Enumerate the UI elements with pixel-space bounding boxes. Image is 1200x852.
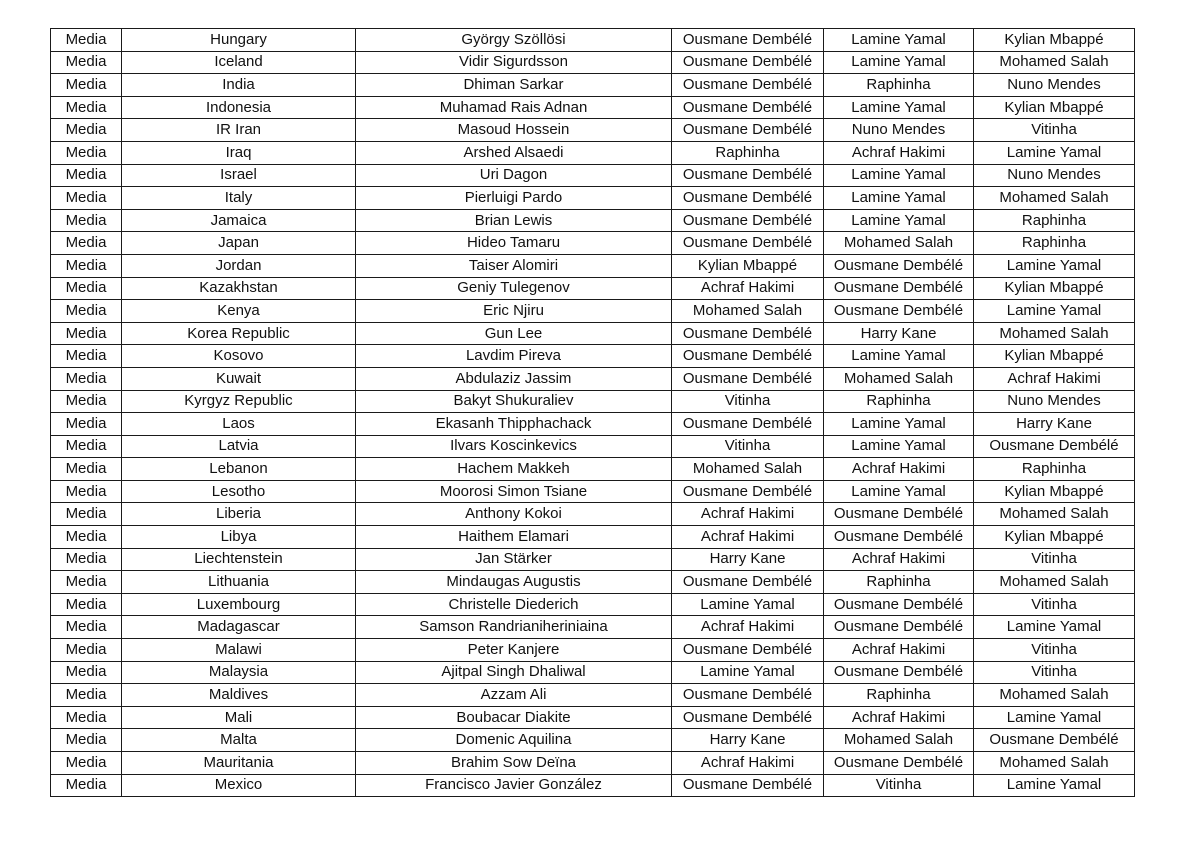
first-choice-cell: Ousmane Dembélé bbox=[672, 774, 824, 797]
category-cell: Media bbox=[51, 774, 122, 797]
category-cell: Media bbox=[51, 413, 122, 436]
category-cell: Media bbox=[51, 616, 122, 639]
table-row bbox=[51, 277, 1135, 300]
second-choice-cell: Raphinha bbox=[824, 684, 974, 707]
third-choice-cell: Vitinha bbox=[974, 593, 1135, 616]
voter-name-cell: Haithem Elamari bbox=[356, 526, 672, 549]
third-choice-cell: Nuno Mendes bbox=[974, 390, 1135, 413]
category-cell: Media bbox=[51, 661, 122, 684]
first-choice-cell: Lamine Yamal bbox=[672, 661, 824, 684]
table-row bbox=[51, 616, 1135, 639]
voter-name-cell: Masoud Hossein bbox=[356, 119, 672, 142]
third-choice-cell: Raphinha bbox=[974, 232, 1135, 255]
first-choice-cell: Ousmane Dembélé bbox=[672, 639, 824, 662]
first-choice-cell: Vitinha bbox=[672, 390, 824, 413]
third-choice-cell: Kylian Mbappé bbox=[974, 526, 1135, 549]
second-choice-cell: Raphinha bbox=[824, 74, 974, 97]
country-cell: Kazakhstan bbox=[122, 277, 356, 300]
third-choice-cell: Lamine Yamal bbox=[974, 300, 1135, 323]
first-choice-cell: Ousmane Dembélé bbox=[672, 367, 824, 390]
voting-table bbox=[50, 28, 1135, 797]
category-cell: Media bbox=[51, 322, 122, 345]
voter-name-cell: Lavdim Pireva bbox=[356, 345, 672, 368]
category-cell: Media bbox=[51, 277, 122, 300]
country-cell: Malaysia bbox=[122, 661, 356, 684]
voter-name-cell: Anthony Kokoi bbox=[356, 503, 672, 526]
third-choice-cell: Kylian Mbappé bbox=[974, 345, 1135, 368]
first-choice-cell: Ousmane Dembélé bbox=[672, 480, 824, 503]
voter-name-cell: Ekasanh Thipphachack bbox=[356, 413, 672, 436]
first-choice-cell: Ousmane Dembélé bbox=[672, 74, 824, 97]
voter-name-cell: György Szöllösi bbox=[356, 29, 672, 52]
second-choice-cell: Lamine Yamal bbox=[824, 345, 974, 368]
second-choice-cell: Raphinha bbox=[824, 571, 974, 594]
voter-name-cell: Hachem Makkeh bbox=[356, 458, 672, 481]
category-cell: Media bbox=[51, 254, 122, 277]
voter-name-cell: Boubacar Diakite bbox=[356, 706, 672, 729]
voter-name-cell: Mindaugas Augustis bbox=[356, 571, 672, 594]
voter-name-cell: Brahim Sow Deïna bbox=[356, 752, 672, 775]
table-row bbox=[51, 345, 1135, 368]
second-choice-cell: Lamine Yamal bbox=[824, 29, 974, 52]
second-choice-cell: Ousmane Dembélé bbox=[824, 503, 974, 526]
third-choice-cell: Mohamed Salah bbox=[974, 752, 1135, 775]
table-row bbox=[51, 367, 1135, 390]
table-row bbox=[51, 141, 1135, 164]
table-row bbox=[51, 706, 1135, 729]
second-choice-cell: Achraf Hakimi bbox=[824, 548, 974, 571]
first-choice-cell: Raphinha bbox=[672, 141, 824, 164]
country-cell: Hungary bbox=[122, 29, 356, 52]
voter-name-cell: Samson Randrianiheriniaina bbox=[356, 616, 672, 639]
country-cell: Japan bbox=[122, 232, 356, 255]
voter-name-cell: Muhamad Rais Adnan bbox=[356, 96, 672, 119]
third-choice-cell: Kylian Mbappé bbox=[974, 277, 1135, 300]
country-cell: Iraq bbox=[122, 141, 356, 164]
first-choice-cell: Vitinha bbox=[672, 435, 824, 458]
third-choice-cell: Vitinha bbox=[974, 548, 1135, 571]
third-choice-cell: Kylian Mbappé bbox=[974, 480, 1135, 503]
category-cell: Media bbox=[51, 345, 122, 368]
second-choice-cell: Ousmane Dembélé bbox=[824, 616, 974, 639]
category-cell: Media bbox=[51, 187, 122, 210]
table-row bbox=[51, 684, 1135, 707]
category-cell: Media bbox=[51, 752, 122, 775]
second-choice-cell: Ousmane Dembélé bbox=[824, 300, 974, 323]
category-cell: Media bbox=[51, 729, 122, 752]
country-cell: Mexico bbox=[122, 774, 356, 797]
first-choice-cell: Ousmane Dembélé bbox=[672, 571, 824, 594]
second-choice-cell: Ousmane Dembélé bbox=[824, 752, 974, 775]
third-choice-cell: Mohamed Salah bbox=[974, 322, 1135, 345]
table-row bbox=[51, 51, 1135, 74]
first-choice-cell: Ousmane Dembélé bbox=[672, 345, 824, 368]
table-row bbox=[51, 119, 1135, 142]
table-row bbox=[51, 480, 1135, 503]
category-cell: Media bbox=[51, 141, 122, 164]
second-choice-cell: Lamine Yamal bbox=[824, 164, 974, 187]
third-choice-cell: Vitinha bbox=[974, 119, 1135, 142]
table-row bbox=[51, 548, 1135, 571]
category-cell: Media bbox=[51, 300, 122, 323]
country-cell: Madagascar bbox=[122, 616, 356, 639]
country-cell: Laos bbox=[122, 413, 356, 436]
voter-name-cell: Eric Njiru bbox=[356, 300, 672, 323]
country-cell: Italy bbox=[122, 187, 356, 210]
voter-name-cell: Domenic Aquilina bbox=[356, 729, 672, 752]
country-cell: Kyrgyz Republic bbox=[122, 390, 356, 413]
table-row bbox=[51, 661, 1135, 684]
third-choice-cell: Vitinha bbox=[974, 661, 1135, 684]
voter-name-cell: Christelle Diederich bbox=[356, 593, 672, 616]
second-choice-cell: Ousmane Dembélé bbox=[824, 277, 974, 300]
table-row bbox=[51, 232, 1135, 255]
second-choice-cell: Ousmane Dembélé bbox=[824, 661, 974, 684]
second-choice-cell: Ousmane Dembélé bbox=[824, 593, 974, 616]
category-cell: Media bbox=[51, 96, 122, 119]
first-choice-cell: Ousmane Dembélé bbox=[672, 322, 824, 345]
third-choice-cell: Mohamed Salah bbox=[974, 187, 1135, 210]
table-row bbox=[51, 774, 1135, 797]
third-choice-cell: Lamine Yamal bbox=[974, 774, 1135, 797]
category-cell: Media bbox=[51, 29, 122, 52]
voter-name-cell: Brian Lewis bbox=[356, 209, 672, 232]
voting-table-body bbox=[51, 29, 1135, 797]
category-cell: Media bbox=[51, 164, 122, 187]
second-choice-cell: Lamine Yamal bbox=[824, 51, 974, 74]
third-choice-cell: Nuno Mendes bbox=[974, 164, 1135, 187]
country-cell: Liechtenstein bbox=[122, 548, 356, 571]
country-cell: Iceland bbox=[122, 51, 356, 74]
first-choice-cell: Ousmane Dembélé bbox=[672, 209, 824, 232]
table-row bbox=[51, 526, 1135, 549]
third-choice-cell: Kylian Mbappé bbox=[974, 29, 1135, 52]
table-row bbox=[51, 209, 1135, 232]
table-row bbox=[51, 29, 1135, 52]
country-cell: Luxembourg bbox=[122, 593, 356, 616]
table-row bbox=[51, 390, 1135, 413]
category-cell: Media bbox=[51, 458, 122, 481]
first-choice-cell: Achraf Hakimi bbox=[672, 616, 824, 639]
table-row bbox=[51, 458, 1135, 481]
voter-name-cell: Vidir Sigurdsson bbox=[356, 51, 672, 74]
country-cell: Latvia bbox=[122, 435, 356, 458]
third-choice-cell: Ousmane Dembélé bbox=[974, 729, 1135, 752]
second-choice-cell: Nuno Mendes bbox=[824, 119, 974, 142]
category-cell: Media bbox=[51, 367, 122, 390]
third-choice-cell: Lamine Yamal bbox=[974, 141, 1135, 164]
category-cell: Media bbox=[51, 390, 122, 413]
country-cell: Mauritania bbox=[122, 752, 356, 775]
voter-name-cell: Moorosi Simon Tsiane bbox=[356, 480, 672, 503]
first-choice-cell: Ousmane Dembélé bbox=[672, 51, 824, 74]
first-choice-cell: Achraf Hakimi bbox=[672, 526, 824, 549]
country-cell: India bbox=[122, 74, 356, 97]
first-choice-cell: Ousmane Dembélé bbox=[672, 232, 824, 255]
third-choice-cell: Mohamed Salah bbox=[974, 51, 1135, 74]
second-choice-cell: Lamine Yamal bbox=[824, 435, 974, 458]
voter-name-cell: Bakyt Shukuraliev bbox=[356, 390, 672, 413]
country-cell: Indonesia bbox=[122, 96, 356, 119]
first-choice-cell: Achraf Hakimi bbox=[672, 503, 824, 526]
voter-name-cell: Arshed Alsaedi bbox=[356, 141, 672, 164]
voter-name-cell: Ajitpal Singh Dhaliwal bbox=[356, 661, 672, 684]
second-choice-cell: Lamine Yamal bbox=[824, 96, 974, 119]
category-cell: Media bbox=[51, 706, 122, 729]
second-choice-cell: Lamine Yamal bbox=[824, 413, 974, 436]
first-choice-cell: Ousmane Dembélé bbox=[672, 164, 824, 187]
table-row bbox=[51, 413, 1135, 436]
second-choice-cell: Lamine Yamal bbox=[824, 187, 974, 210]
second-choice-cell: Lamine Yamal bbox=[824, 209, 974, 232]
second-choice-cell: Ousmane Dembélé bbox=[824, 254, 974, 277]
country-cell: Maldives bbox=[122, 684, 356, 707]
second-choice-cell: Achraf Hakimi bbox=[824, 458, 974, 481]
table-row bbox=[51, 435, 1135, 458]
table-row bbox=[51, 571, 1135, 594]
second-choice-cell: Lamine Yamal bbox=[824, 480, 974, 503]
third-choice-cell: Raphinha bbox=[974, 209, 1135, 232]
first-choice-cell: Kylian Mbappé bbox=[672, 254, 824, 277]
country-cell: Mali bbox=[122, 706, 356, 729]
category-cell: Media bbox=[51, 119, 122, 142]
third-choice-cell: Ousmane Dembélé bbox=[974, 435, 1135, 458]
category-cell: Media bbox=[51, 684, 122, 707]
first-choice-cell: Mohamed Salah bbox=[672, 300, 824, 323]
second-choice-cell: Ousmane Dembélé bbox=[824, 526, 974, 549]
table-row bbox=[51, 639, 1135, 662]
second-choice-cell: Raphinha bbox=[824, 390, 974, 413]
category-cell: Media bbox=[51, 526, 122, 549]
table-row bbox=[51, 96, 1135, 119]
country-cell: Malta bbox=[122, 729, 356, 752]
voter-name-cell: Abdulaziz Jassim bbox=[356, 367, 672, 390]
country-cell: Libya bbox=[122, 526, 356, 549]
country-cell: IR Iran bbox=[122, 119, 356, 142]
category-cell: Media bbox=[51, 232, 122, 255]
second-choice-cell: Achraf Hakimi bbox=[824, 639, 974, 662]
table-row bbox=[51, 300, 1135, 323]
second-choice-cell: Mohamed Salah bbox=[824, 367, 974, 390]
third-choice-cell: Harry Kane bbox=[974, 413, 1135, 436]
category-cell: Media bbox=[51, 480, 122, 503]
second-choice-cell: Mohamed Salah bbox=[824, 232, 974, 255]
category-cell: Media bbox=[51, 209, 122, 232]
table-row bbox=[51, 254, 1135, 277]
table-row bbox=[51, 593, 1135, 616]
country-cell: Israel bbox=[122, 164, 356, 187]
third-choice-cell: Mohamed Salah bbox=[974, 571, 1135, 594]
category-cell: Media bbox=[51, 548, 122, 571]
third-choice-cell: Lamine Yamal bbox=[974, 706, 1135, 729]
voter-name-cell: Dhiman Sarkar bbox=[356, 74, 672, 97]
third-choice-cell: Lamine Yamal bbox=[974, 254, 1135, 277]
category-cell: Media bbox=[51, 435, 122, 458]
voter-name-cell: Jan Stärker bbox=[356, 548, 672, 571]
first-choice-cell: Ousmane Dembélé bbox=[672, 29, 824, 52]
country-cell: Korea Republic bbox=[122, 322, 356, 345]
third-choice-cell: Kylian Mbappé bbox=[974, 96, 1135, 119]
second-choice-cell: Vitinha bbox=[824, 774, 974, 797]
first-choice-cell: Harry Kane bbox=[672, 548, 824, 571]
first-choice-cell: Ousmane Dembélé bbox=[672, 119, 824, 142]
category-cell: Media bbox=[51, 51, 122, 74]
voter-name-cell: Ilvars Koscinkevics bbox=[356, 435, 672, 458]
country-cell: Lebanon bbox=[122, 458, 356, 481]
second-choice-cell: Harry Kane bbox=[824, 322, 974, 345]
country-cell: Kosovo bbox=[122, 345, 356, 368]
country-cell: Kenya bbox=[122, 300, 356, 323]
third-choice-cell: Vitinha bbox=[974, 639, 1135, 662]
first-choice-cell: Lamine Yamal bbox=[672, 593, 824, 616]
table-row bbox=[51, 187, 1135, 210]
first-choice-cell: Ousmane Dembélé bbox=[672, 96, 824, 119]
voter-name-cell: Hideo Tamaru bbox=[356, 232, 672, 255]
first-choice-cell: Ousmane Dembélé bbox=[672, 413, 824, 436]
third-choice-cell: Mohamed Salah bbox=[974, 503, 1135, 526]
table-row bbox=[51, 74, 1135, 97]
country-cell: Jordan bbox=[122, 254, 356, 277]
voter-name-cell: Taiser Alomiri bbox=[356, 254, 672, 277]
third-choice-cell: Achraf Hakimi bbox=[974, 367, 1135, 390]
third-choice-cell: Lamine Yamal bbox=[974, 616, 1135, 639]
voter-name-cell: Pierluigi Pardo bbox=[356, 187, 672, 210]
third-choice-cell: Raphinha bbox=[974, 458, 1135, 481]
first-choice-cell: Achraf Hakimi bbox=[672, 752, 824, 775]
country-cell: Liberia bbox=[122, 503, 356, 526]
first-choice-cell: Achraf Hakimi bbox=[672, 277, 824, 300]
first-choice-cell: Mohamed Salah bbox=[672, 458, 824, 481]
country-cell: Lithuania bbox=[122, 571, 356, 594]
country-cell: Kuwait bbox=[122, 367, 356, 390]
third-choice-cell: Mohamed Salah bbox=[974, 684, 1135, 707]
table-row bbox=[51, 752, 1135, 775]
category-cell: Media bbox=[51, 74, 122, 97]
third-choice-cell: Nuno Mendes bbox=[974, 74, 1135, 97]
second-choice-cell: Mohamed Salah bbox=[824, 729, 974, 752]
category-cell: Media bbox=[51, 503, 122, 526]
first-choice-cell: Harry Kane bbox=[672, 729, 824, 752]
first-choice-cell: Ousmane Dembélé bbox=[672, 706, 824, 729]
voter-name-cell: Peter Kanjere bbox=[356, 639, 672, 662]
country-cell: Jamaica bbox=[122, 209, 356, 232]
table-row bbox=[51, 164, 1135, 187]
second-choice-cell: Achraf Hakimi bbox=[824, 141, 974, 164]
table-row bbox=[51, 503, 1135, 526]
voter-name-cell: Gun Lee bbox=[356, 322, 672, 345]
country-cell: Malawi bbox=[122, 639, 356, 662]
first-choice-cell: Ousmane Dembélé bbox=[672, 187, 824, 210]
table-row bbox=[51, 729, 1135, 752]
voter-name-cell: Uri Dagon bbox=[356, 164, 672, 187]
category-cell: Media bbox=[51, 593, 122, 616]
country-cell: Lesotho bbox=[122, 480, 356, 503]
category-cell: Media bbox=[51, 571, 122, 594]
first-choice-cell: Ousmane Dembélé bbox=[672, 684, 824, 707]
voter-name-cell: Francisco Javier González bbox=[356, 774, 672, 797]
voter-name-cell: Azzam Ali bbox=[356, 684, 672, 707]
voter-name-cell: Geniy Tulegenov bbox=[356, 277, 672, 300]
category-cell: Media bbox=[51, 639, 122, 662]
second-choice-cell: Achraf Hakimi bbox=[824, 706, 974, 729]
table-row bbox=[51, 322, 1135, 345]
